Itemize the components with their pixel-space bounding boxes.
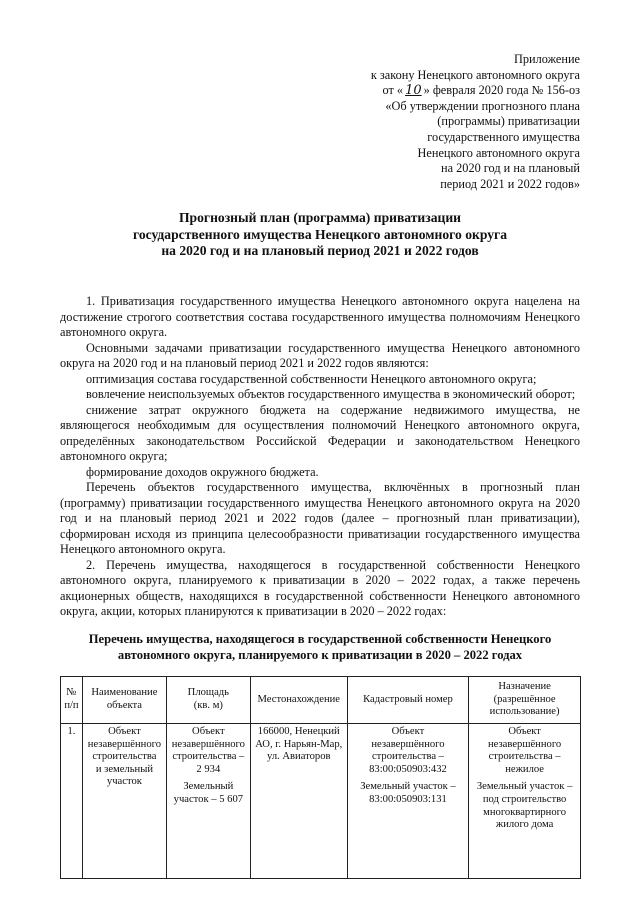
appendix-date-prefix: от «	[382, 83, 404, 98]
cell-cadastral: Объект незавершённого строительства – 83:00:050903:432 Земельный участок – 83:00:050903:131	[347, 724, 469, 879]
appendix-date-line	[280, 83, 580, 99]
cell-area: Объект незавершённого строительства – 2 934 Земельный участок – 5 607	[166, 724, 250, 879]
cell-num: 1.	[61, 724, 83, 879]
appendix-block	[280, 52, 580, 192]
paragraph: оптимизация состава государственной собственности Ненецкого автономного округа;	[86, 371, 537, 386]
header-area: Площадь (кв. м)	[166, 677, 250, 724]
appendix-line: период 2021 и 2022 годов»	[440, 176, 580, 191]
header-name: Наименование объекта	[82, 677, 166, 724]
header-location: Местонахождение	[250, 677, 347, 724]
table-header-row	[61, 677, 581, 724]
document-title	[60, 210, 580, 260]
appendix-line: «Об утверждении прогнозного плана	[385, 98, 580, 113]
paragraph: 2. Перечень имущества, находящегося в государственной собственности Ненецкого автономного округа, планируемого к приватизации в 2020 – 2022 годах, а также перечень акционерных обществ, находящихся в государственной собственности Ненецкого автономного округа, акции, которых планируются к приватизации в 2020 – 2022 годах:	[60, 557, 580, 618]
appendix-line: Ненецкого автономного округа	[417, 145, 580, 160]
header-purpose: Назначение (разрешённое использование)	[469, 677, 581, 724]
appendix-line: государственного имущества	[427, 129, 580, 144]
title-line: Прогнозный план (программа) приватизации	[178, 210, 462, 225]
paragraph: 1. Приватизация государственного имущества Ненецкого автономного округа нацелена на достижение строгого соответствия состава государственного имущества полномочиям Ненецкого автономного округа.	[60, 294, 580, 339]
cell-purpose: Объект незавершённого строительства – нежилое Земельный участок – под строительство многоквартирного жилого дома	[469, 724, 581, 879]
list-title	[60, 632, 580, 663]
header-cadastral: Кадастровый номер	[347, 677, 469, 724]
appendix-line: (программы) приватизации	[437, 114, 580, 129]
appendix-line: к закону Ненецкого автономного округа	[370, 67, 580, 82]
title-line: на 2020 год и на плановый период 2021 и 2022 годов	[161, 243, 479, 258]
body-text	[60, 294, 580, 620]
paragraph: формирование доходов окружного бюджета.	[86, 464, 319, 479]
handwritten-day: 10	[405, 83, 422, 99]
appendix-line: на 2020 год и на плановый	[441, 161, 580, 176]
title-line: государственного имущества Ненецкого автономного округа	[133, 226, 507, 242]
list-title-line: Перечень имущества, находящегося в государственной собственности Ненецкого	[88, 632, 552, 646]
paragraph: снижение затрат окружного бюджета на содержание недвижимого имущества, не являющегося необходимым для осуществления полномочий Ненецкого автономного округа, определённых законодательством Российской Федерации и законодательством Ненецкого автономного округа;	[60, 402, 580, 463]
paragraph: Основными задачами приватизации государственного имущества Ненецкого автономного округа на 2020 год и на плановый период 2021 и 2022 годов являются:	[60, 340, 580, 370]
table-row	[61, 724, 581, 879]
cell-name: Объект незавершённого строительства и земельный участок	[82, 724, 166, 879]
appendix-date-suffix: » февраля 2020 года № 156-оз	[423, 83, 580, 98]
list-title-line: автономного округа, планируемого к приватизации в 2020 – 2022 годах	[117, 647, 523, 662]
paragraph: Перечень объектов государственного имущества, включённых в прогнозный план (программу) приватизации государственного имущества Ненецкого автономного округа на 2020 год и на плановый период 2021 и 2022 годов (далее – прогнозный план приватизации), сформирован исходя из принципа целесообразности приватизации государственного имущества Ненецкого автономного округа.	[60, 480, 580, 556]
header-num: № п/п	[61, 677, 83, 724]
appendix-line: Приложение	[514, 52, 580, 66]
property-table	[60, 676, 581, 879]
cell-location: 166000, Ненецкий АО, г. Нарьян-Мар, ул. Авиаторов	[250, 724, 347, 879]
paragraph: вовлечение неиспользуемых объектов государственного имущества в экономический оборот;	[86, 387, 576, 401]
